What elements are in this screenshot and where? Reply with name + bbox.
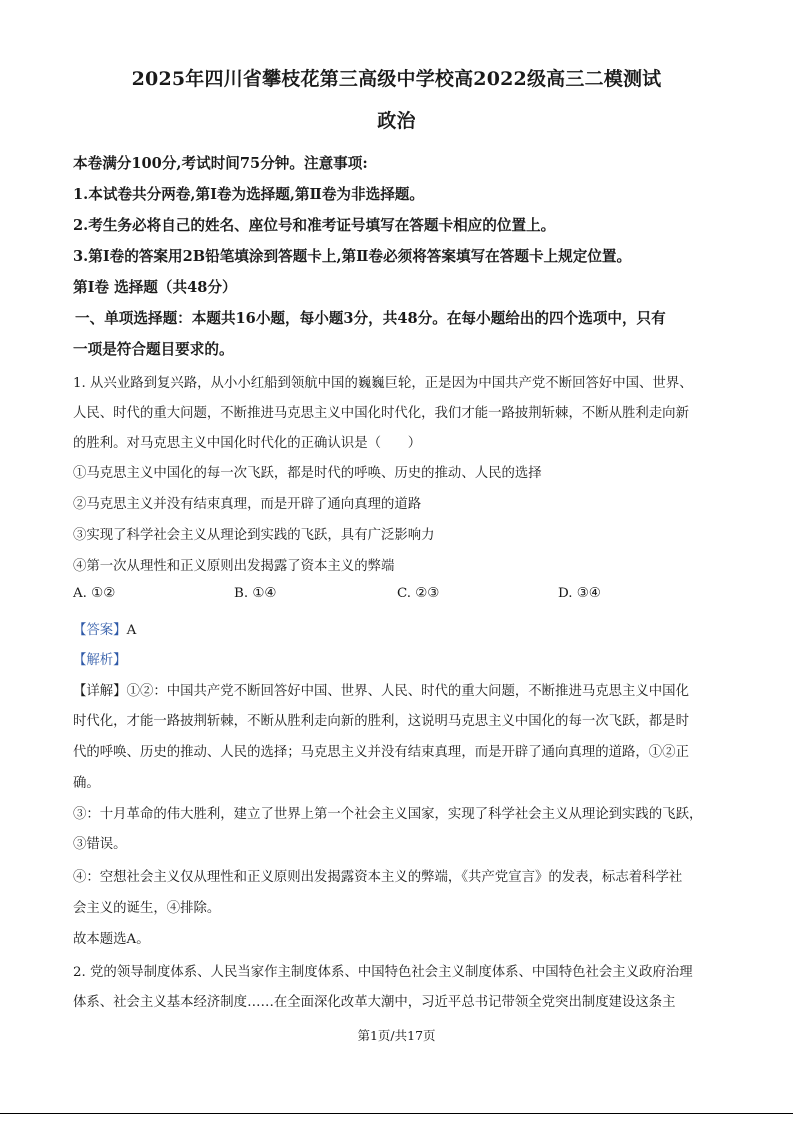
detail-text: ①②：中国共产党不断回答好中国、世界、人民、时代的重大问题，不断推进马克思主义中国化: [126, 684, 689, 699]
q1-analysis-tag: 【解析】: [73, 653, 127, 668]
q2-stem: 2. 党的领导制度体系、人民当家作主制度体系、中国特色社会主义制度体系、中国特色社会主义政府治理: [73, 965, 693, 980]
q1-option-b: B. ①④: [234, 586, 277, 601]
q1-detail: 时代化，才能一路披荆斩棘，不断从胜利走向新的胜利，这说明马克思主义中国化的每一次飞跃，都是时: [73, 714, 689, 729]
q1-detail: 会主义的诞生，④排除。: [73, 901, 221, 916]
notice-item: 1.本试卷共分两卷,第Ⅰ卷为选择题,第Ⅱ卷为非选择题。: [73, 186, 424, 203]
q1-statement: ③实现了科学社会主义从理论到实践的飞跃，具有广泛影响力: [73, 528, 435, 543]
page-footer: 第1页/共17页: [357, 1028, 436, 1043]
q1-stem: 1. 从兴业路到复兴路，从小小红船到领航中国的巍巍巨轮，正是因为中国共产党不断回答好中国、世界、: [73, 376, 693, 391]
q1-detail: 代的呼唤、历史的推动、人民的选择；马克思主义并没有结束真理，而是开辟了通向真理的道路，①②正: [73, 745, 689, 760]
q1-answer: [73, 619, 733, 638]
q1-option-d: D. ③④: [558, 586, 601, 601]
q1-detail: 故本题选A。: [73, 932, 150, 947]
notice-intro: 本卷满分100分,考试时间75分钟。注意事项:: [73, 155, 368, 172]
q1-detail: ③：十月革命的伟大胜利，建立了世界上第一个社会主义国家，实现了科学社会主义从理论到实践的飞跃，: [73, 807, 703, 822]
section1-instruction: 一项是符合题目要求的。: [73, 341, 234, 358]
q1-detail: [73, 680, 733, 699]
subject-title: 政治: [377, 110, 416, 132]
answer-tag: 【答案】: [73, 623, 127, 638]
q1-option-c: C. ②③: [397, 586, 440, 601]
q1-stem: 人民、时代的重大问题，不断推进马克思主义中国化时代化，我们才能一路披荆斩棘，不断从胜利走向新: [73, 406, 689, 421]
answer-value: A: [126, 623, 137, 638]
section1-instruction: 一、单项选择题：本题共16小题，每小题3分，共48分。在每小题给出的四个选项中，只有: [75, 310, 666, 327]
q1-detail: 确。: [73, 776, 100, 791]
q1-statement: ④第一次从理性和正义原则出发揭露了资本主义的弊端: [73, 559, 395, 574]
detail-tag: 【详解】: [73, 684, 127, 699]
part1-header: 第Ⅰ卷 选择题（共48分）: [73, 279, 237, 296]
bottom-divider: [0, 1113, 793, 1114]
q1-stem: 的胜利。对马克思主义中国化时代化的正确认识是（ ）: [73, 436, 422, 451]
exam-title: 2025年四川省攀枝花第三高级中学校高2022级高三二模测试: [131, 68, 662, 90]
q2-stem: 体系、社会主义基本经济制度……在全面深化改革大潮中，习近平总书记带领全党突出制度建设这条主: [73, 995, 676, 1010]
q1-detail: ③错误。: [73, 837, 127, 852]
q1-statement: ②马克思主义并没有结束真理，而是开辟了通向真理的道路: [73, 497, 422, 512]
notice-item: 2.考生务必将自己的姓名、座位号和准考证号填写在答题卡相应的位置上。: [73, 217, 556, 234]
q1-detail: ④：空想社会主义仅从理性和正义原则出发揭露资本主义的弊端，《共产党宣言》的发表，标志着科学社: [73, 870, 683, 885]
q1-option-a: A. ①②: [73, 586, 116, 601]
q1-statement: ①马克思主义中国化的每一次飞跃，都是时代的呼唤、历史的推动、人民的选择: [73, 466, 542, 481]
notice-item: 3.第Ⅰ卷的答案用2B铅笔填涂到答题卡上,第Ⅱ卷必须将答案填写在答题卡上规定位置。: [73, 248, 632, 265]
